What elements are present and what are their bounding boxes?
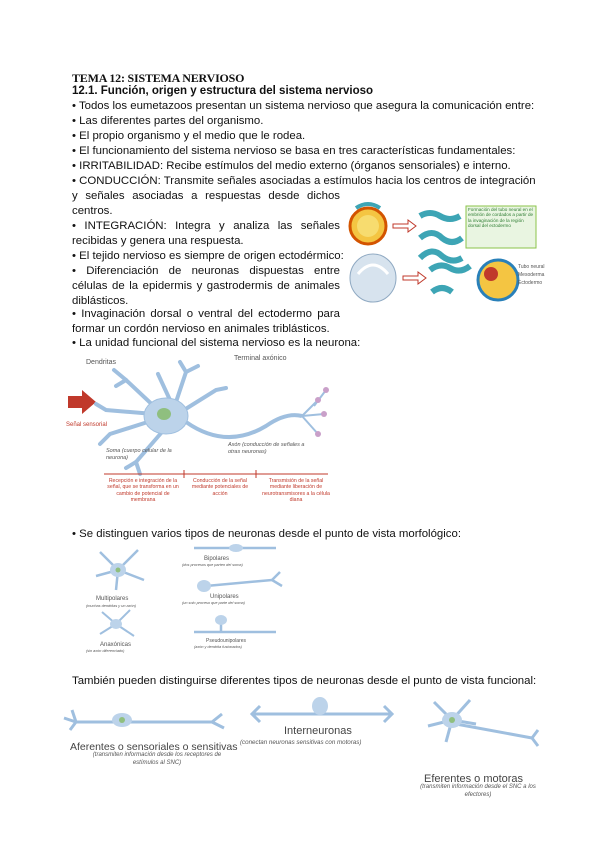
- label-afferent: Aferentes o sensoriales o sensitivas: [70, 741, 238, 753]
- func-intro: También pueden distinguirse diferentes tipos de neuronas desde el punto de vista funcional:: [72, 675, 537, 687]
- bullet-5: • IRRITABILIDAD: Recibe estímulos del medio externo (órganos sensoriales) e interno.: [72, 160, 511, 172]
- embryo-photo: [350, 254, 396, 302]
- efferent-nucleus: [449, 717, 455, 723]
- label-terminal: Terminal axónico: [234, 355, 287, 362]
- label-mesoderma: Mesoderma: [518, 272, 545, 278]
- label-axon: Axón (conducción de señales a otras neuronas): [228, 442, 305, 455]
- neural-tube: [484, 267, 498, 281]
- bullet-10: • Diferenciación de neuronas dispuestas entre células de la epidermis y gastrodermis de animales diblásticos.: [72, 265, 340, 307]
- bullet-1: • Todos los eumetazoos presentan un sistema nervioso que asegura la comunicación entre:: [72, 100, 535, 112]
- label-dendritas: Dendritas: [86, 359, 116, 366]
- label-efferent-desc: (transmiten información desde el SNC a los efectores): [420, 784, 536, 798]
- interneuron-soma: [312, 697, 328, 715]
- caption-box-text: Formación del tubo neural en el embrión de cordados a partir de la invaginación de la región dorsal del ectodermo: [468, 207, 534, 229]
- tube-stage-5: [432, 288, 452, 292]
- bullet-4: • El funcionamiento del sistema nervioso se basa en tres características fundamentales:: [72, 145, 516, 157]
- label-soma: Soma (cuerpo celular de la neurona): [106, 448, 172, 461]
- label-interneuron-desc: (conectan neuronas sensitivas con motoras): [240, 739, 362, 746]
- bipolar-soma: [229, 544, 243, 552]
- label-senal: Señal sensorial: [66, 422, 108, 428]
- caption-conduction: Conducción de la señal mediante potenciales de acción: [191, 478, 249, 497]
- neural-tube-section: [478, 260, 518, 300]
- tube-stage-3: [420, 251, 462, 260]
- type-pseudounipolar-desc: (axón y dendrita fusionados): [194, 645, 242, 649]
- type-multipolar-desc: (muchas dendritas y un axón): [86, 604, 137, 608]
- bullet-2: • Las diferentes partes del organismo.: [72, 115, 264, 127]
- arrow-icon: [393, 220, 416, 232]
- multipolar-nucleus: [116, 568, 121, 573]
- functional-figure: [62, 690, 540, 810]
- section-title: 12.1. Función, origen y estructura del sistema nervioso: [72, 85, 374, 97]
- page-title: TEMA 12: SISTEMA NERVIOSO: [72, 71, 245, 85]
- label-tubo: Tubo neural: [518, 264, 545, 270]
- label-afferent-desc: (transmiten información desde los receptores de estímulos al SNC): [92, 752, 222, 766]
- embryo-core: [357, 215, 379, 237]
- caption-transmission: Transmisión de la señal mediante liberación de neurotransmisores a la célula diana: [262, 478, 330, 503]
- nucleus: [157, 408, 171, 420]
- tube-stage-2: [420, 233, 462, 242]
- afferent-neuron: [64, 710, 224, 730]
- morphology-figure: [86, 540, 286, 662]
- pseudounipolar-soma: [215, 615, 227, 625]
- label-efferent: Eferentes o motoras: [424, 773, 524, 785]
- unipolar-soma: [197, 580, 211, 592]
- caption-reception: Recepción e integración de la señal, que se transforma en un cambio de potencial de membrana: [107, 478, 179, 503]
- type-unipolar-desc: (un solo proceso que parte del soma): [182, 601, 245, 605]
- type-anaxonic: Anaxónicas: [100, 642, 132, 648]
- type-unipolar: Unipolares: [210, 594, 239, 600]
- pseudounipolar-neuron: [194, 622, 276, 632]
- neuron-figure: [66, 350, 346, 520]
- arrow-icon: [403, 272, 426, 284]
- anaxonic-soma: [110, 619, 122, 629]
- label-ectodermo: Ectodermo: [518, 280, 543, 286]
- bullet-3: • El propio organismo y el medio que le rodea.: [72, 130, 306, 142]
- signal-arrow-icon: [68, 390, 96, 414]
- unipolar-neuron: [206, 572, 282, 586]
- afferent-nucleus: [119, 717, 125, 723]
- neural-tube-figure: [348, 196, 545, 306]
- bullet-11: • Invaginación dorsal o ventral del ectodermo para formar un cordón nervioso en animales triblásticos.: [72, 308, 340, 335]
- bullet-9: • El tejido nervioso es siempre de origen ectodérmico:: [72, 250, 344, 262]
- type-bipolar-desc: (dos procesos que parten del soma): [182, 563, 243, 567]
- tube-stage-1: [420, 213, 460, 219]
- type-multipolar: Multipolares: [96, 596, 129, 602]
- morph-intro: • Se distinguen varios tipos de neuronas desde el punto de vista morfológico:: [72, 528, 461, 540]
- type-anaxonic-desc: (sin axón diferenciado): [86, 649, 125, 653]
- label-interneuron: Interneuronas: [284, 725, 352, 737]
- bullet-8: • INTEGRACIÓN: Integra y analiza las señales recibidas y genera una respuesta.: [72, 220, 340, 247]
- axon: [186, 415, 302, 437]
- tube-stage-4: [430, 265, 470, 270]
- type-bipolar: Bipolares: [204, 556, 230, 562]
- bullet-7: y señales asociadas a respuestas desde dichos centros.: [72, 190, 340, 217]
- bullet-6: • CONDUCCIÓN: Transmite señales asociadas a estímulos hacia los centros de integración: [72, 175, 536, 187]
- bullet-12: • La unidad funcional del sistema nervioso es la neurona:: [72, 337, 361, 349]
- type-pseudounipolar: Pseudounipolares: [206, 638, 247, 644]
